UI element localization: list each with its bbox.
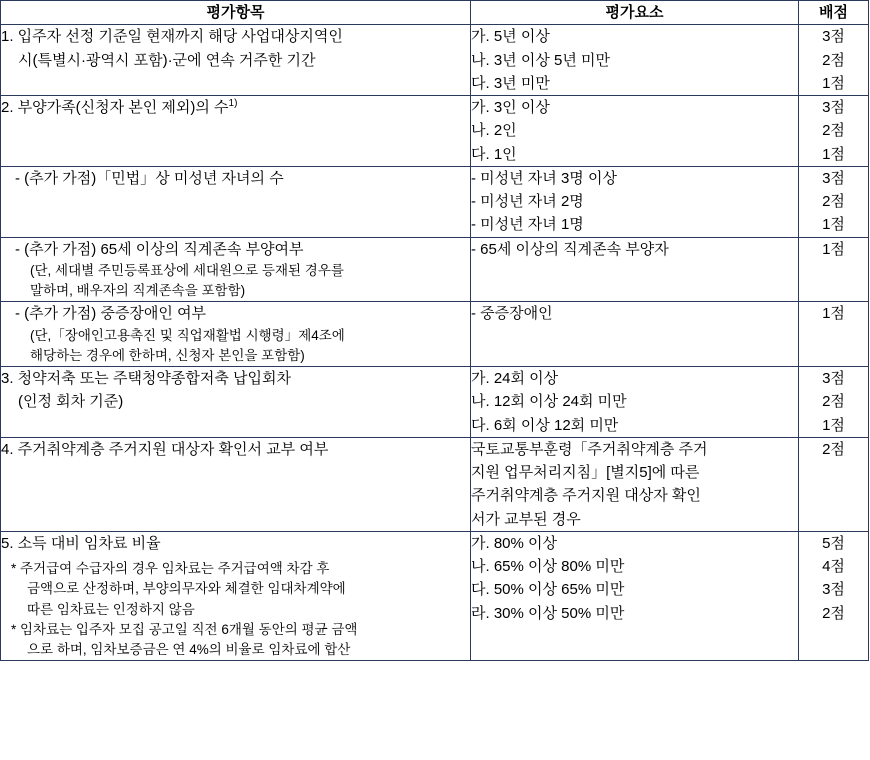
table-row xyxy=(1,166,869,237)
points-cell xyxy=(799,166,869,237)
item-note-line: 따른 임차료는 인정하지 않음 xyxy=(27,601,195,617)
element-cell xyxy=(471,25,799,96)
points-line: 4점 xyxy=(822,558,845,575)
element-line: - 미성년 자녀 1명 xyxy=(471,216,584,234)
element-line: 다. 1인 xyxy=(471,145,517,163)
element-line: 가. 5년 이상 xyxy=(471,28,550,46)
points-line: 3점 xyxy=(822,99,845,116)
element-cell xyxy=(471,531,799,661)
points-cell xyxy=(799,25,869,96)
footnote-marker: 1) xyxy=(228,98,238,109)
points-line: 5점 xyxy=(822,534,845,552)
element-line: 나. 12회 이상 24회 미만 xyxy=(471,393,627,411)
points-line: 1점 xyxy=(822,305,845,323)
column-header-element: 평가요소 xyxy=(471,1,799,25)
table-row xyxy=(1,237,869,302)
column-header-item: 평가항목 xyxy=(1,1,471,25)
item-note-line: (단, 세대별 주민등록표상에 세대원으로 등재된 경우를 xyxy=(30,262,344,278)
element-line: - 미성년 자녀 3명 이상 xyxy=(471,169,617,187)
element-cell xyxy=(471,302,799,367)
item-cell xyxy=(1,96,471,167)
points-line: 2점 xyxy=(822,393,845,411)
element-line: - 65세 이상의 직계존속 부양자 xyxy=(471,240,669,258)
item-cell xyxy=(1,302,471,367)
item-note-line: 해당하는 경우에 한하며, 신청자 본인을 포함함) xyxy=(30,347,305,363)
item-cell xyxy=(1,437,471,531)
item-line: 3. 청약저축 또는 주택청약종합저축 납입회차 xyxy=(1,370,292,387)
element-line: - 미성년 자녀 2명 xyxy=(471,193,584,210)
element-line: 서가 교부된 경우 xyxy=(471,510,581,528)
points-line: 1점 xyxy=(822,416,845,434)
element-cell xyxy=(471,166,799,237)
points-line: 3점 xyxy=(822,370,845,387)
points-line: 2점 xyxy=(822,122,845,140)
points-cell xyxy=(799,302,869,367)
item-note-line: 금액으로 산정하며, 부양의무자와 체결한 임대차계약에 xyxy=(27,581,346,597)
points-line: 2점 xyxy=(822,193,845,210)
item-line: 5. 소득 대비 임차료 비율 xyxy=(1,534,161,552)
item-cell xyxy=(1,531,471,661)
points-line: 2점 xyxy=(822,440,845,458)
points-line: 3점 xyxy=(822,581,845,599)
points-line: 1점 xyxy=(822,74,845,92)
item-note-line: * 임차료는 입주자 모집 공고일 직전 6개월 동안의 평균 금액 xyxy=(11,621,358,637)
element-line: 주거취약계층 주거지원 대상자 확인 xyxy=(471,487,701,505)
table-row xyxy=(1,96,869,167)
item-line: - (추가 가점)「민법」상 미성년 자녀의 수 xyxy=(15,169,284,187)
table-row xyxy=(1,25,869,96)
item-line xyxy=(1,96,470,119)
element-line: 국토교통부훈령「주거취약계층 주거 xyxy=(471,440,708,458)
item-note-line: (단,「장애인고용촉진 및 직업재활법 시행령」제4조에 xyxy=(30,327,345,343)
element-line: 라. 30% 이상 50% 미만 xyxy=(471,604,625,622)
item-line: 1. 입주자 선정 기준일 현재까지 해당 사업대상지역인 xyxy=(1,28,343,46)
element-line: 가. 80% 이상 xyxy=(471,534,557,552)
points-line: 2점 xyxy=(822,51,845,69)
column-header-points: 배점 xyxy=(799,1,869,25)
element-cell xyxy=(471,96,799,167)
points-cell xyxy=(799,96,869,167)
item-text: 2. 부양가족(신청자 본인 제외)의 수 xyxy=(1,99,229,116)
item-line: 4. 주거취약계층 주거지원 대상자 확인서 교부 여부 xyxy=(1,440,329,458)
points-line: 3점 xyxy=(822,28,845,46)
points-cell xyxy=(799,237,869,302)
item-line: - (추가 가점) 중증장애인 여부 xyxy=(15,305,207,323)
points-line: 1점 xyxy=(822,240,845,258)
item-line: 시(특별시·광역시 포함)·군에 연속 거주한 기간 xyxy=(18,51,316,69)
points-cell xyxy=(799,437,869,531)
element-line: 가. 24회 이상 xyxy=(471,370,559,387)
item-line: - (추가 가점) 65세 이상의 직계존속 부양여부 xyxy=(15,240,304,258)
table-header xyxy=(1,1,869,25)
element-cell xyxy=(471,367,799,438)
table-row xyxy=(1,531,869,661)
points-line: 2점 xyxy=(822,604,845,622)
item-note-line: 말하며, 배우자의 직계존속을 포함함) xyxy=(30,283,246,298)
element-line: 나. 2인 xyxy=(471,122,517,140)
points-line: 1점 xyxy=(822,216,845,234)
element-line: 지원 업무처리지침」[별지5]에 따른 xyxy=(471,464,700,481)
points-line: 1점 xyxy=(822,145,845,163)
item-note-line: 으로 하며, 임차보증금은 연 4%의 비율로 임차료에 합산 xyxy=(27,642,351,657)
element-line: 나. 3년 이상 5년 미만 xyxy=(471,51,610,69)
points-cell xyxy=(799,531,869,661)
points-cell xyxy=(799,367,869,438)
table-header-row xyxy=(1,1,869,25)
element-line: 나. 65% 이상 80% 미만 xyxy=(471,558,625,575)
item-line: (인정 회차 기준) xyxy=(18,393,124,411)
table-row xyxy=(1,302,869,367)
element-cell xyxy=(471,437,799,531)
table-body xyxy=(1,25,869,661)
element-line: 가. 3인 이상 xyxy=(471,99,550,116)
item-note-line: * 주거급여 수급자의 경우 임차료는 주거급여액 차감 후 xyxy=(11,561,330,576)
element-line: 다. 6회 이상 12회 미만 xyxy=(471,416,619,434)
element-line: 다. 3년 미만 xyxy=(471,74,550,92)
element-cell xyxy=(471,237,799,302)
item-cell xyxy=(1,367,471,438)
element-line: 다. 50% 이상 65% 미만 xyxy=(471,581,625,599)
table-row xyxy=(1,367,869,438)
item-cell xyxy=(1,237,471,302)
element-line: - 중증장애인 xyxy=(471,305,553,323)
item-cell xyxy=(1,25,471,96)
table-row xyxy=(1,437,869,531)
points-line: 3점 xyxy=(822,169,845,187)
item-cell xyxy=(1,166,471,237)
